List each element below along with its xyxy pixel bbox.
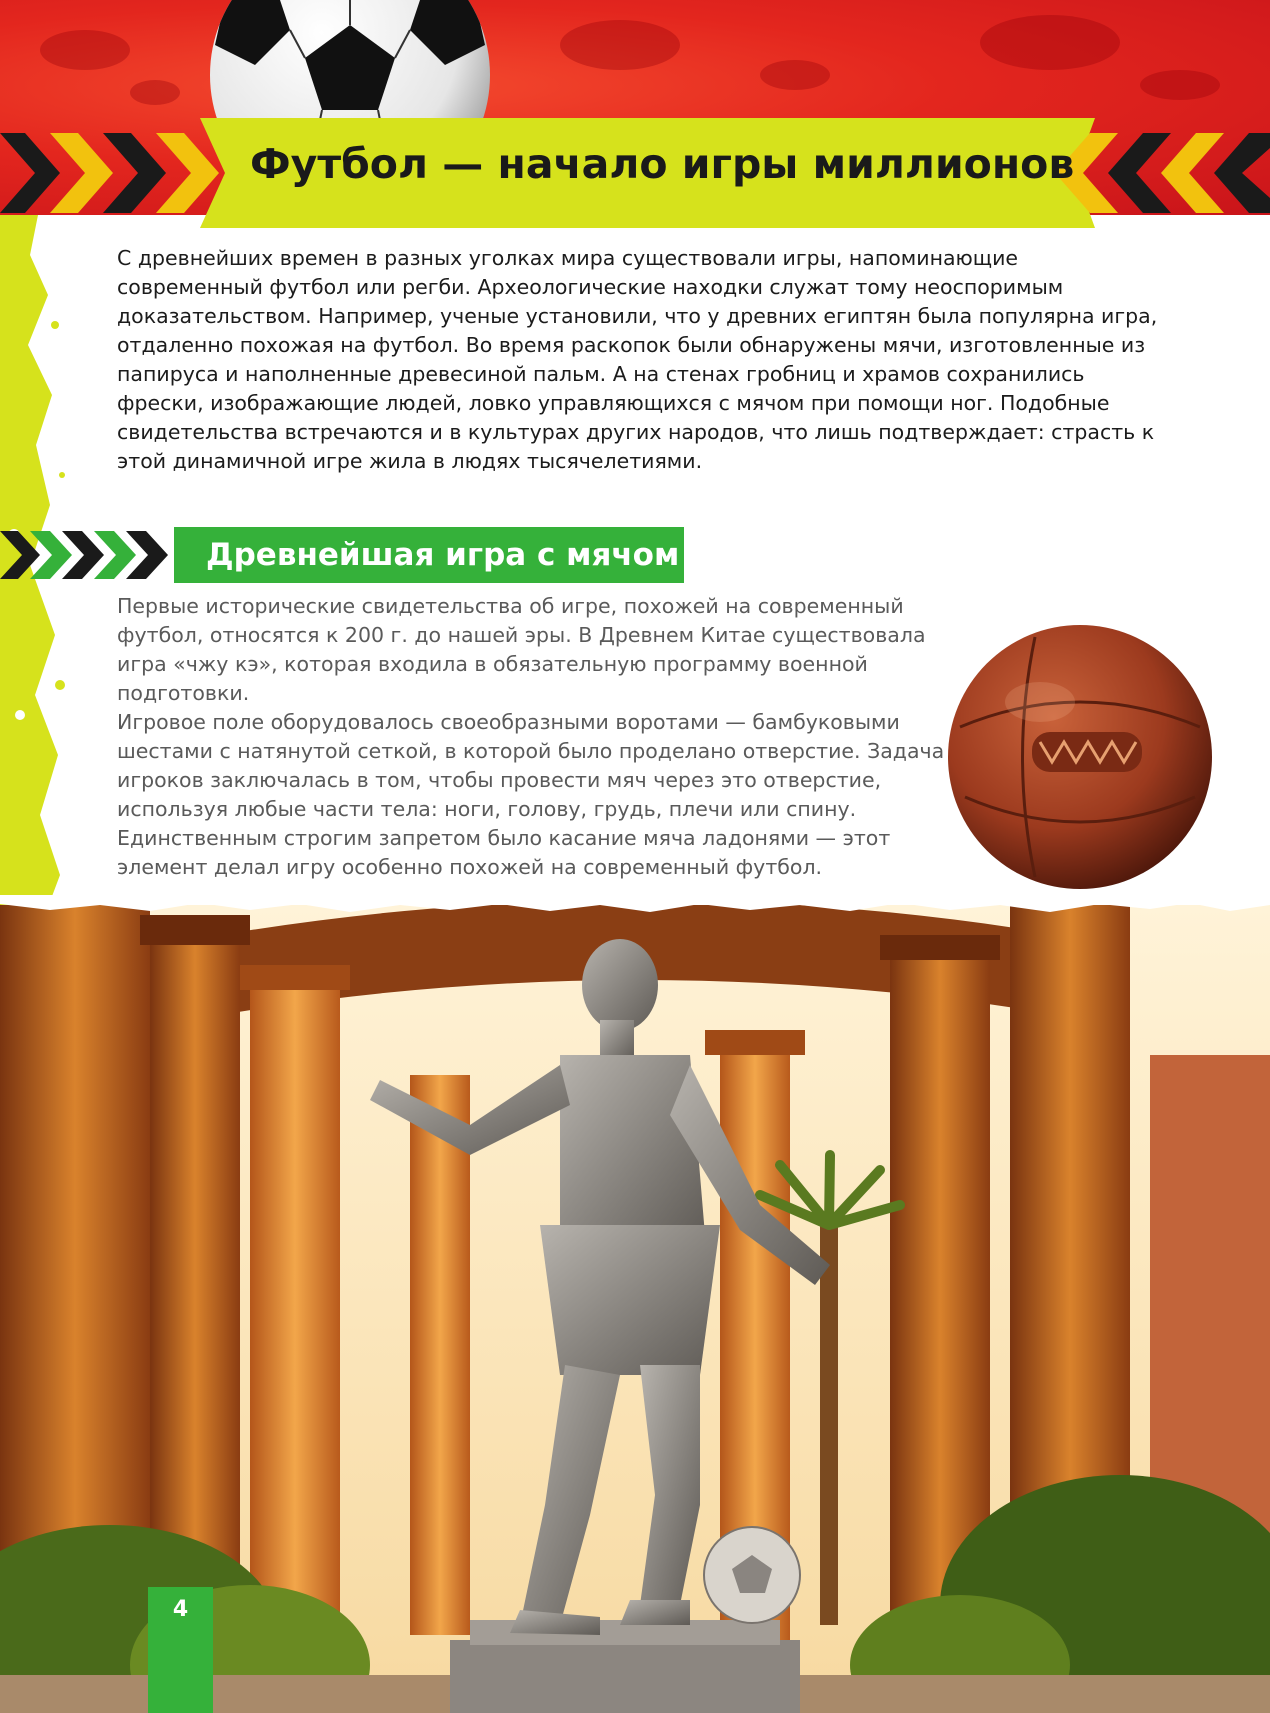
page-number: 4 xyxy=(172,1597,189,1622)
right-chevrons-decor xyxy=(1055,133,1270,213)
intro-paragraph: С древнейших времен в разных уголках мира существовали игры, напоминающие современный футбол или регби. Археологические находки служат тому неоспоримым доказательством. Например, ученые установили, что у древних египтян была популярна игра, отдаленно похожая на футбол. Во время раскопок были обнаружены мячи, изготовленные из папируса и наполненные древесиной пальм. А на стенах гробниц и храмов сохранились фрески, изображающие людей, ловко управляющихся с мячом при помощи ног. Подобные свидетельства встречаются и в культурах других народов, что лишь подтверждает: страсть к этой динамичной игре жила в людях тысячелетиями. xyxy=(117,246,1158,473)
leather-ball-illustration xyxy=(940,617,1220,897)
section-body xyxy=(117,592,957,882)
torn-paper-edge xyxy=(0,895,1270,919)
section-heading-text: Древнейшая игра с мячом xyxy=(206,537,680,573)
page-title: Футбол — начало игры миллионов xyxy=(250,140,1075,188)
section-heading xyxy=(174,527,684,583)
section-paragraph: Игровое поле оборудовалось своеобразными воротами — бамбуковыми шестами с натянутой сеткой, в которой было проделано отверстие. Задача игроков заключалась в том, чтобы провести мяч через это отверстие, используя любые части тела: ноги, голову, грудь, плечи или спину. Единственным строгим запретом было касание мяча ладонями — этот элемент делал игру особенно похожей на современный футбол. xyxy=(117,710,945,879)
section-paragraph: Первые исторические свидетельства об игре, похожей на современный футбол, относятся к 200 г. до нашей эры. В Древнем Китае существовала игра «чжу кэ», которая входила в обязательную программу военной подготовки. xyxy=(117,594,926,705)
left-chevrons-decor xyxy=(0,133,219,213)
section-chevrons-decor xyxy=(0,527,180,583)
